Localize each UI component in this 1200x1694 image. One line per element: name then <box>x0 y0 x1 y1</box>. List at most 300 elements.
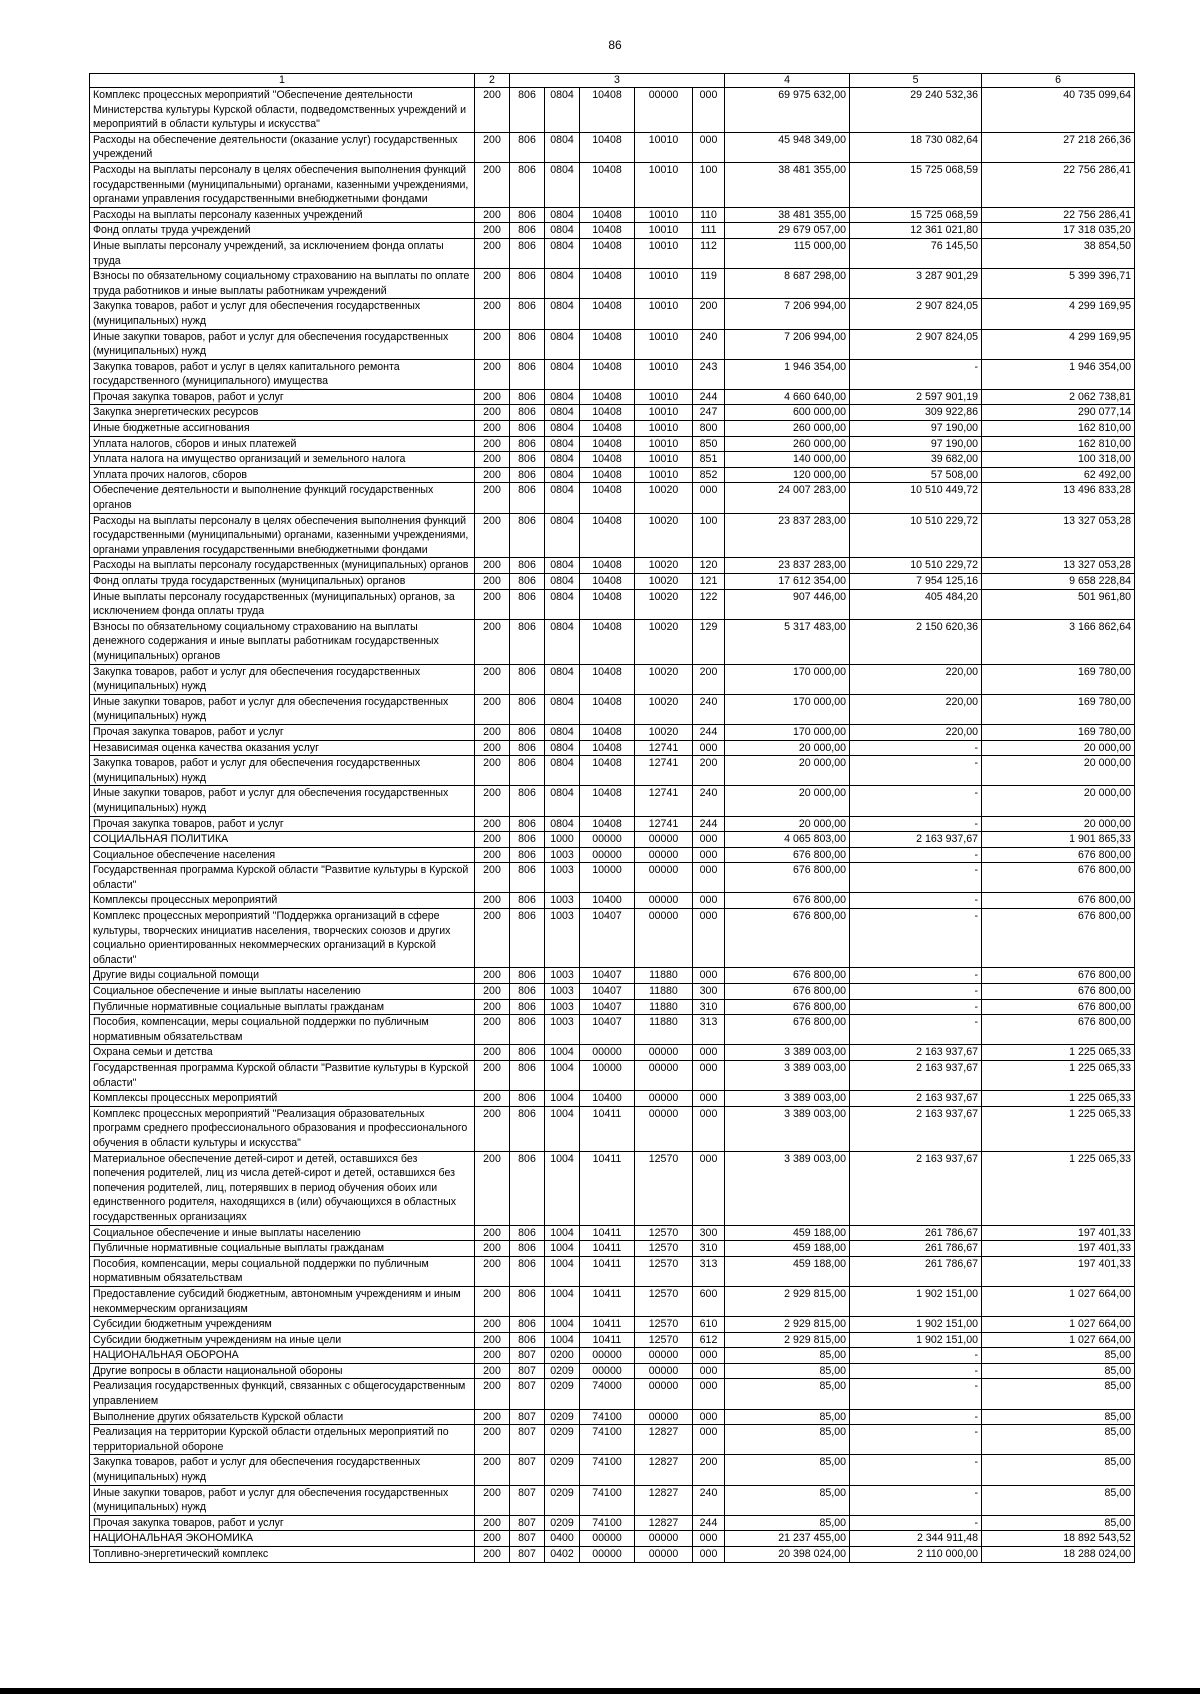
cell-remaining: 85,00 <box>982 1515 1135 1531</box>
cell-code-vr: 000 <box>693 1091 725 1107</box>
cell-code-ved: 806 <box>510 1091 545 1107</box>
cell-code-vr: 000 <box>693 1348 725 1364</box>
cell-remaining: 40 735 099,64 <box>982 88 1135 133</box>
cell-code-section: 0804 <box>545 299 580 329</box>
cell-code-direction: 10010 <box>635 421 693 437</box>
cell-remaining: 18 892 543,52 <box>982 1531 1135 1547</box>
cell-executed: - <box>850 1363 982 1379</box>
cell-code-program: 10411 <box>580 1106 635 1151</box>
table-row <box>90 1091 1135 1107</box>
cell-name: Другие вопросы в области национальной обороны <box>90 1363 475 1379</box>
cell-executed: 405 484,20 <box>850 589 982 619</box>
cell-code-grbs: 200 <box>475 269 510 299</box>
cell-code-grbs: 200 <box>475 863 510 893</box>
cell-code-grbs: 200 <box>475 1015 510 1045</box>
cell-code-section: 1004 <box>545 1061 580 1091</box>
cell-code-vr: 200 <box>693 756 725 786</box>
cell-remaining: 676 800,00 <box>982 909 1135 968</box>
table-row <box>90 786 1135 816</box>
cell-remaining: 85,00 <box>982 1425 1135 1455</box>
cell-code-vr: 000 <box>693 483 725 513</box>
cell-code-grbs: 200 <box>475 513 510 558</box>
table-row <box>90 756 1135 786</box>
cell-planned: 20 000,00 <box>725 740 850 756</box>
cell-planned: 459 188,00 <box>725 1256 850 1286</box>
cell-code-vr: 120 <box>693 558 725 574</box>
table-row <box>90 389 1135 405</box>
cell-planned: 676 800,00 <box>725 863 850 893</box>
cell-planned: 2 929 815,00 <box>725 1317 850 1333</box>
cell-planned: 260 000,00 <box>725 436 850 452</box>
cell-code-section: 1003 <box>545 863 580 893</box>
cell-code-grbs: 200 <box>475 1091 510 1107</box>
cell-planned: 907 446,00 <box>725 589 850 619</box>
cell-code-program: 10408 <box>580 299 635 329</box>
cell-planned: 85,00 <box>725 1363 850 1379</box>
cell-remaining: 85,00 <box>982 1485 1135 1515</box>
cell-code-section: 1004 <box>545 1151 580 1225</box>
cell-name: Расходы на выплаты персоналу казенных учреждений <box>90 207 475 223</box>
cell-code-direction: 12741 <box>635 756 693 786</box>
cell-name: Комплекс процессных мероприятий "Обеспечение деятельности Министерства культуры Курской области, подведомственных учреждений и мероприятий в области культуры и искусства" <box>90 88 475 133</box>
cell-executed: 261 786,67 <box>850 1256 982 1286</box>
cell-code-program: 10408 <box>580 740 635 756</box>
cell-remaining: 22 756 286,41 <box>982 162 1135 207</box>
cell-executed: - <box>850 786 982 816</box>
cell-code-direction: 10020 <box>635 619 693 664</box>
cell-code-program: 10408 <box>580 574 635 590</box>
cell-remaining: 290 077,14 <box>982 405 1135 421</box>
cell-code-ved: 807 <box>510 1379 545 1409</box>
cell-code-section: 0804 <box>545 724 580 740</box>
cell-code-direction: 00000 <box>635 832 693 848</box>
cell-code-grbs: 200 <box>475 909 510 968</box>
table-row <box>90 832 1135 848</box>
cell-name: Закупка товаров, работ и услуг для обеспечения государственных (муниципальных) нужд <box>90 664 475 694</box>
table-row <box>90 1106 1135 1151</box>
cell-code-vr: 850 <box>693 436 725 452</box>
cell-code-direction: 00000 <box>635 893 693 909</box>
cell-code-vr: 310 <box>693 999 725 1015</box>
table-row <box>90 513 1135 558</box>
cell-code-grbs: 200 <box>475 299 510 329</box>
cell-code-ved: 806 <box>510 359 545 389</box>
cell-code-vr: 000 <box>693 863 725 893</box>
cell-executed: - <box>850 740 982 756</box>
cell-remaining: 169 780,00 <box>982 664 1135 694</box>
cell-code-program: 10407 <box>580 999 635 1015</box>
cell-code-direction: 10020 <box>635 589 693 619</box>
cell-code-program: 10408 <box>580 329 635 359</box>
cell-code-ved: 806 <box>510 1332 545 1348</box>
cell-code-ved: 806 <box>510 724 545 740</box>
cell-code-ved: 806 <box>510 207 545 223</box>
cell-code-direction: 00000 <box>635 1531 693 1547</box>
cell-code-program: 10408 <box>580 132 635 162</box>
cell-code-grbs: 200 <box>475 88 510 133</box>
table-row <box>90 589 1135 619</box>
cell-code-section: 0804 <box>545 269 580 299</box>
cell-code-program: 10408 <box>580 756 635 786</box>
cell-name: Социальное обеспечение населения <box>90 847 475 863</box>
cell-code-section: 1004 <box>545 1106 580 1151</box>
cell-executed: 15 725 068,59 <box>850 162 982 207</box>
cell-code-vr: 000 <box>693 1379 725 1409</box>
cell-remaining: 13 327 053,28 <box>982 558 1135 574</box>
cell-code-vr: 244 <box>693 816 725 832</box>
cell-code-program: 74100 <box>580 1425 635 1455</box>
cell-name: Предоставление субсидий бюджетным, автономным учреждениям и иным некоммерческим организациям <box>90 1286 475 1316</box>
cell-planned: 7 206 994,00 <box>725 299 850 329</box>
cell-code-ved: 806 <box>510 1317 545 1333</box>
cell-remaining: 1 225 065,33 <box>982 1091 1135 1107</box>
cell-executed: 10 510 229,72 <box>850 558 982 574</box>
cell-remaining: 676 800,00 <box>982 968 1135 984</box>
cell-code-section: 0804 <box>545 389 580 405</box>
cell-code-ved: 806 <box>510 1106 545 1151</box>
cell-code-program: 10411 <box>580 1256 635 1286</box>
cell-executed: 10 510 449,72 <box>850 483 982 513</box>
cell-remaining: 2 062 738,81 <box>982 389 1135 405</box>
cell-executed: 2 163 937,67 <box>850 1061 982 1091</box>
cell-planned: 85,00 <box>725 1515 850 1531</box>
cell-code-ved: 807 <box>510 1348 545 1364</box>
cell-code-section: 0804 <box>545 436 580 452</box>
cell-code-ved: 806 <box>510 984 545 1000</box>
cell-executed: - <box>850 909 982 968</box>
table-row <box>90 1061 1135 1091</box>
cell-executed: - <box>850 1425 982 1455</box>
cell-code-grbs: 200 <box>475 1286 510 1316</box>
cell-code-program: 10408 <box>580 88 635 133</box>
cell-remaining: 85,00 <box>982 1409 1135 1425</box>
cell-code-ved: 807 <box>510 1531 545 1547</box>
cell-planned: 140 000,00 <box>725 452 850 468</box>
table-row <box>90 740 1135 756</box>
cell-code-vr: 300 <box>693 1225 725 1241</box>
cell-code-vr: 243 <box>693 359 725 389</box>
table-row <box>90 238 1135 268</box>
cell-remaining: 1 225 065,33 <box>982 1106 1135 1151</box>
cell-code-program: 10408 <box>580 619 635 664</box>
cell-remaining: 100 318,00 <box>982 452 1135 468</box>
cell-executed: 1 902 151,00 <box>850 1332 982 1348</box>
cell-remaining: 162 810,00 <box>982 421 1135 437</box>
cell-code-vr: 610 <box>693 1317 725 1333</box>
cell-code-section: 0209 <box>545 1409 580 1425</box>
cell-code-program: 10408 <box>580 786 635 816</box>
cell-remaining: 676 800,00 <box>982 863 1135 893</box>
cell-code-grbs: 200 <box>475 1455 510 1485</box>
cell-remaining: 169 780,00 <box>982 694 1135 724</box>
cell-code-section: 1004 <box>545 1241 580 1257</box>
cell-code-grbs: 200 <box>475 816 510 832</box>
cell-remaining: 20 000,00 <box>982 756 1135 786</box>
cell-code-program: 74100 <box>580 1409 635 1425</box>
cell-code-section: 0209 <box>545 1425 580 1455</box>
cell-code-section: 1004 <box>545 1317 580 1333</box>
cell-name: Иные закупки товаров, работ и услуг для обеспечения государственных (муниципальных) нужд <box>90 694 475 724</box>
cell-planned: 85,00 <box>725 1485 850 1515</box>
cell-code-grbs: 200 <box>475 329 510 359</box>
cell-code-ved: 806 <box>510 832 545 848</box>
cell-code-ved: 806 <box>510 467 545 483</box>
cell-planned: 1 946 354,00 <box>725 359 850 389</box>
cell-code-grbs: 200 <box>475 207 510 223</box>
cell-code-grbs: 200 <box>475 694 510 724</box>
cell-remaining: 17 318 035,20 <box>982 223 1135 239</box>
cell-code-program: 10408 <box>580 238 635 268</box>
cell-code-ved: 807 <box>510 1363 545 1379</box>
header-col-3: 3 <box>510 74 725 88</box>
cell-code-ved: 806 <box>510 619 545 664</box>
cell-remaining: 676 800,00 <box>982 847 1135 863</box>
cell-code-program: 00000 <box>580 832 635 848</box>
cell-code-ved: 806 <box>510 847 545 863</box>
cell-code-vr: 000 <box>693 88 725 133</box>
cell-planned: 676 800,00 <box>725 893 850 909</box>
cell-executed: - <box>850 1409 982 1425</box>
cell-code-program: 00000 <box>580 1348 635 1364</box>
cell-name: Иные выплаты персоналу государственных (муниципальных) органов, за исключением фонда оплаты труда <box>90 589 475 619</box>
cell-executed: - <box>850 1515 982 1531</box>
cell-code-vr: 240 <box>693 694 725 724</box>
cell-planned: 69 975 632,00 <box>725 88 850 133</box>
cell-executed: 2 907 824,05 <box>850 329 982 359</box>
cell-code-section: 0400 <box>545 1531 580 1547</box>
table-row <box>90 483 1135 513</box>
cell-code-vr: 300 <box>693 984 725 1000</box>
cell-name: Реализация государственных функций, связанных с общегосударственным управлением <box>90 1379 475 1409</box>
cell-planned: 120 000,00 <box>725 467 850 483</box>
cell-code-section: 0804 <box>545 740 580 756</box>
header-col-2: 2 <box>475 74 510 88</box>
cell-code-program: 00000 <box>580 1547 635 1563</box>
cell-code-direction: 10010 <box>635 359 693 389</box>
cell-remaining: 1 027 664,00 <box>982 1317 1135 1333</box>
page-number: 86 <box>608 38 622 52</box>
cell-code-section: 1004 <box>545 1286 580 1316</box>
cell-name: Фонд оплаты труда государственных (муниципальных) органов <box>90 574 475 590</box>
cell-name: Закупка товаров, работ и услуг для обеспечения государственных (муниципальных) нужд <box>90 1455 475 1485</box>
cell-code-vr: 000 <box>693 1531 725 1547</box>
table-row <box>90 452 1135 468</box>
cell-name: Публичные нормативные социальные выплаты гражданам <box>90 1241 475 1257</box>
cell-code-section: 0804 <box>545 238 580 268</box>
cell-remaining: 1 027 664,00 <box>982 1332 1135 1348</box>
cell-code-section: 0209 <box>545 1515 580 1531</box>
table-row <box>90 1425 1135 1455</box>
cell-code-ved: 806 <box>510 968 545 984</box>
cell-code-section: 1004 <box>545 1256 580 1286</box>
cell-executed: - <box>850 847 982 863</box>
cell-code-grbs: 200 <box>475 359 510 389</box>
table-row <box>90 984 1135 1000</box>
header-row <box>90 74 1135 88</box>
cell-code-direction: 12827 <box>635 1515 693 1531</box>
cell-code-grbs: 200 <box>475 1106 510 1151</box>
cell-code-section: 0804 <box>545 664 580 694</box>
cell-code-vr: 000 <box>693 1547 725 1563</box>
cell-name: Комплексы процессных мероприятий <box>90 1091 475 1107</box>
cell-code-vr: 600 <box>693 1286 725 1316</box>
cell-code-grbs: 200 <box>475 421 510 437</box>
cell-code-vr: 000 <box>693 1106 725 1151</box>
cell-code-program: 10408 <box>580 483 635 513</box>
table-row <box>90 863 1135 893</box>
cell-code-direction: 12570 <box>635 1317 693 1333</box>
cell-code-grbs: 200 <box>475 619 510 664</box>
cell-code-vr: 240 <box>693 786 725 816</box>
cell-executed: 220,00 <box>850 724 982 740</box>
cell-code-program: 00000 <box>580 1363 635 1379</box>
cell-code-grbs: 200 <box>475 1256 510 1286</box>
cell-code-direction: 10020 <box>635 724 693 740</box>
cell-code-section: 0209 <box>545 1485 580 1515</box>
cell-code-program: 10000 <box>580 1061 635 1091</box>
cell-code-grbs: 200 <box>475 1045 510 1061</box>
cell-executed: 97 190,00 <box>850 436 982 452</box>
cell-planned: 7 206 994,00 <box>725 329 850 359</box>
cell-code-ved: 806 <box>510 1015 545 1045</box>
cell-code-ved: 807 <box>510 1515 545 1531</box>
cell-code-direction: 00000 <box>635 1363 693 1379</box>
cell-code-direction: 12741 <box>635 816 693 832</box>
cell-code-ved: 806 <box>510 558 545 574</box>
cell-code-section: 0804 <box>545 421 580 437</box>
cell-code-section: 0804 <box>545 483 580 513</box>
cell-planned: 2 929 815,00 <box>725 1286 850 1316</box>
cell-code-ved: 806 <box>510 421 545 437</box>
cell-code-section: 1003 <box>545 999 580 1015</box>
cell-code-direction: 10010 <box>635 452 693 468</box>
cell-code-grbs: 200 <box>475 558 510 574</box>
cell-code-direction: 10020 <box>635 574 693 590</box>
cell-planned: 20 000,00 <box>725 816 850 832</box>
cell-executed: 12 361 021,80 <box>850 223 982 239</box>
cell-code-section: 0804 <box>545 574 580 590</box>
table-row <box>90 359 1135 389</box>
cell-code-section: 1003 <box>545 847 580 863</box>
cell-executed: - <box>850 893 982 909</box>
cell-code-section: 0804 <box>545 756 580 786</box>
cell-code-ved: 807 <box>510 1455 545 1485</box>
cell-planned: 3 389 003,00 <box>725 1106 850 1151</box>
cell-code-program: 10411 <box>580 1332 635 1348</box>
cell-code-direction: 10010 <box>635 436 693 452</box>
cell-name: Субсидии бюджетным учреждениям на иные цели <box>90 1332 475 1348</box>
cell-remaining: 676 800,00 <box>982 1015 1135 1045</box>
cell-code-program: 74100 <box>580 1455 635 1485</box>
cell-code-program: 10400 <box>580 1091 635 1107</box>
cell-code-grbs: 200 <box>475 389 510 405</box>
cell-code-program: 10407 <box>580 1015 635 1045</box>
cell-remaining: 20 000,00 <box>982 786 1135 816</box>
cell-code-ved: 807 <box>510 1485 545 1515</box>
cell-name: Реализация на территории Курской области отдельных мероприятий по территориальной обороне <box>90 1425 475 1455</box>
cell-name: Расходы на обеспечение деятельности (оказание услуг) государственных учреждений <box>90 132 475 162</box>
table-row <box>90 999 1135 1015</box>
table-row <box>90 1363 1135 1379</box>
cell-code-program: 10411 <box>580 1225 635 1241</box>
cell-executed: 10 510 229,72 <box>850 513 982 558</box>
cell-remaining: 676 800,00 <box>982 999 1135 1015</box>
cell-remaining: 85,00 <box>982 1363 1135 1379</box>
cell-code-vr: 111 <box>693 223 725 239</box>
cell-code-grbs: 200 <box>475 238 510 268</box>
cell-code-vr: 612 <box>693 1332 725 1348</box>
header-col-6: 6 <box>982 74 1135 88</box>
cell-executed: 29 240 532,36 <box>850 88 982 133</box>
cell-code-program: 00000 <box>580 847 635 863</box>
cell-planned: 676 800,00 <box>725 984 850 1000</box>
cell-code-direction: 00000 <box>635 847 693 863</box>
cell-code-vr: 112 <box>693 238 725 268</box>
cell-code-program: 74000 <box>580 1379 635 1409</box>
cell-executed: 261 786,67 <box>850 1241 982 1257</box>
table-row <box>90 223 1135 239</box>
cell-name: Прочая закупка товаров, работ и услуг <box>90 724 475 740</box>
cell-code-section: 0804 <box>545 359 580 389</box>
cell-code-direction: 12741 <box>635 786 693 816</box>
cell-remaining: 197 401,33 <box>982 1225 1135 1241</box>
cell-code-grbs: 200 <box>475 893 510 909</box>
cell-code-direction: 00000 <box>635 1409 693 1425</box>
cell-code-program: 10407 <box>580 968 635 984</box>
cell-planned: 676 800,00 <box>725 1015 850 1045</box>
cell-code-vr: 247 <box>693 405 725 421</box>
table-row <box>90 1332 1135 1348</box>
cell-code-grbs: 200 <box>475 724 510 740</box>
cell-code-direction: 00000 <box>635 863 693 893</box>
cell-code-grbs: 200 <box>475 483 510 513</box>
budget-table <box>89 73 1135 1563</box>
cell-planned: 3 389 003,00 <box>725 1151 850 1225</box>
cell-remaining: 20 000,00 <box>982 816 1135 832</box>
cell-name: Взносы по обязательному социальному страхованию на выплаты по оплате труда работников и иные выплаты работникам учреждений <box>90 269 475 299</box>
cell-planned: 459 188,00 <box>725 1241 850 1257</box>
cell-code-vr: 129 <box>693 619 725 664</box>
scan-edge <box>0 1688 1200 1694</box>
cell-name: Охрана семьи и детства <box>90 1045 475 1061</box>
cell-code-vr: 000 <box>693 1425 725 1455</box>
cell-code-program: 10408 <box>580 269 635 299</box>
cell-code-ved: 806 <box>510 405 545 421</box>
cell-executed: 2 597 901,19 <box>850 389 982 405</box>
cell-code-section: 0804 <box>545 132 580 162</box>
cell-executed: 39 682,00 <box>850 452 982 468</box>
table-row <box>90 893 1135 909</box>
cell-code-section: 1004 <box>545 1091 580 1107</box>
cell-name: Прочая закупка товаров, работ и услуг <box>90 389 475 405</box>
table-row <box>90 694 1135 724</box>
cell-code-direction: 12827 <box>635 1455 693 1485</box>
cell-remaining: 501 961,80 <box>982 589 1135 619</box>
cell-code-grbs: 200 <box>475 1061 510 1091</box>
cell-remaining: 5 399 396,71 <box>982 269 1135 299</box>
cell-executed: 76 145,50 <box>850 238 982 268</box>
cell-executed: - <box>850 863 982 893</box>
cell-code-direction: 10010 <box>635 467 693 483</box>
cell-executed: 2 163 937,67 <box>850 1045 982 1061</box>
cell-code-section: 0804 <box>545 694 580 724</box>
cell-name: Комплекс процессных мероприятий "Реализация образовательных программ среднего профессионального образования и профессионального обучения в области культуры и искусства" <box>90 1106 475 1151</box>
cell-code-section: 1003 <box>545 909 580 968</box>
cell-code-direction: 10010 <box>635 223 693 239</box>
cell-code-ved: 806 <box>510 1241 545 1257</box>
cell-code-direction: 12570 <box>635 1256 693 1286</box>
cell-name: СОЦИАЛЬНАЯ ПОЛИТИКА <box>90 832 475 848</box>
